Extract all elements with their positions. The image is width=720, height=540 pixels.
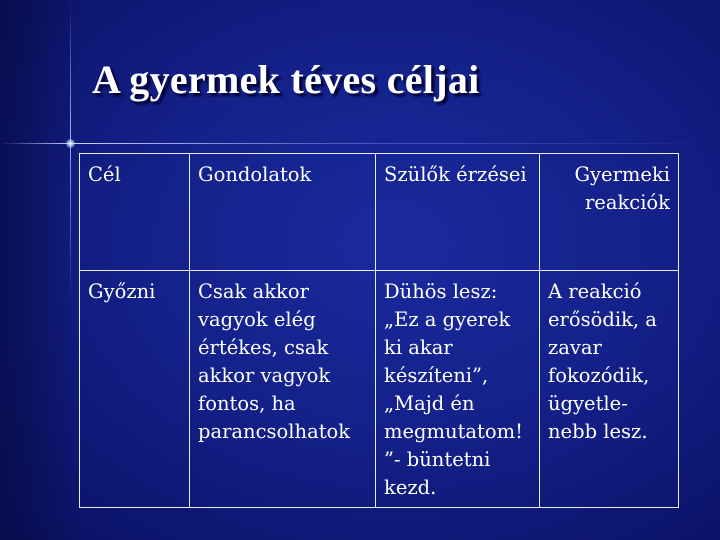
table-header-row <box>80 154 679 271</box>
header-cel: Cél <box>80 154 190 271</box>
header-gondolatok: Gondolatok <box>190 154 376 271</box>
background-shade <box>0 0 80 540</box>
cell-parent-feelings: Dühös lesz: „Ez a gyerek ki akar készíteni”, „Majd én megmutatom! ”- büntetni kezd. <box>376 271 540 508</box>
decorative-sparkle <box>66 139 75 148</box>
header-szulok-erzesei: Szülők érzései <box>376 154 540 271</box>
decorative-vertical-line <box>70 0 71 300</box>
cell-goal: Győzni <box>80 271 190 508</box>
table-row <box>80 271 679 508</box>
goals-table <box>79 153 679 508</box>
cell-child-reactions: A reakció erősödik, a zavar fokozódik, ügyetle- nebb lesz. <box>540 271 679 508</box>
decorative-horizontal-line <box>0 143 720 144</box>
cell-thoughts: Csak akkor vagyok elég értékes, csak akkor vagyok fontos, ha parancsolhatok <box>190 271 376 508</box>
slide-title: A gyermek téves céljai <box>92 57 480 102</box>
header-gyermeki-reakciok: Gyermeki reakciók <box>540 154 679 271</box>
